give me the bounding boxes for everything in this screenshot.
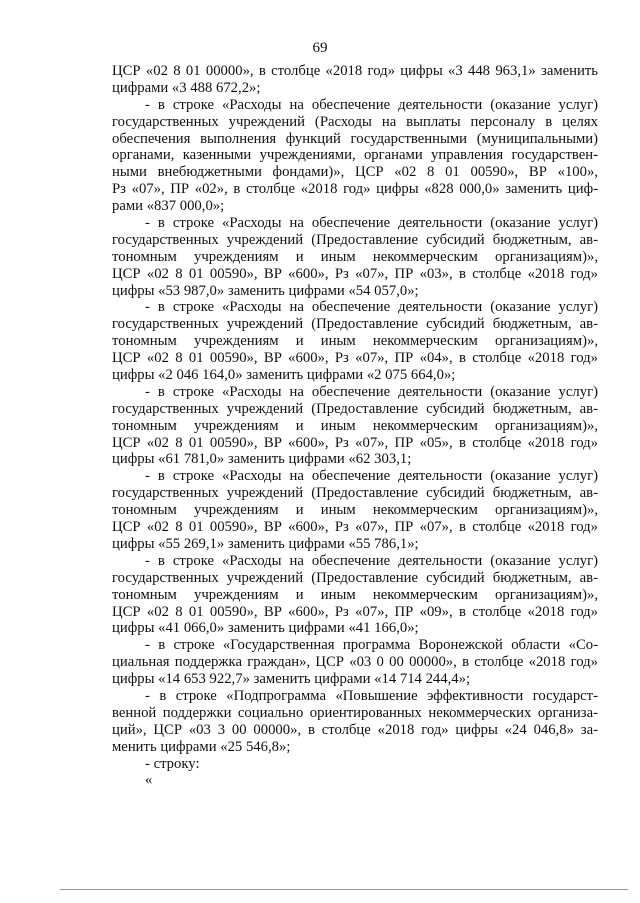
text-line: - в строке «Расходы на обеспечение деятельности (оказание услуг)	[145, 215, 598, 232]
text-line: тономным учреждениям и иным некоммерческим организациям)»,	[112, 586, 598, 603]
text-line: венной поддержки социально ориентированных некоммерческих организа-	[112, 704, 598, 721]
text-line: цифры «2 046 164,0» заменить цифрами «2 075 664,0»;	[112, 367, 456, 384]
text-line: циальная поддержка граждан», ЦСР «03 0 00 00000», в столбце «2018 год»	[112, 654, 598, 671]
text-line: ными внебюджетными фондами)», ЦСР «02 8 01 00590», ВР «100»,	[112, 164, 598, 181]
text-line: тономным учреждениям и иным некоммерческим организациям)»,	[112, 333, 598, 350]
text-line: ций», ЦСР «03 3 00 00000», в столбце «2018 год» цифры «24 046,8» за-	[112, 721, 598, 738]
text-line: - в строке «Расходы на обеспечение деятельности (оказание услуг)	[145, 383, 598, 400]
text-line: органами, казенными учреждениями, органами управления государствен-	[112, 147, 598, 164]
text-line: государственных учреждений (Расходы на выплаты персоналу в целях	[112, 113, 598, 130]
text-line: цифры «55 269,1» заменить цифрами «55 786,1»;	[112, 535, 419, 552]
text-line: ЦСР «02 8 01 00590», ВР «600», Рз «07», ПР «04», в столбце «2018 год»	[112, 350, 598, 367]
text-line: Рз «07», ПР «02», в столбце «2018 год» цифры «828 000,0» заменить циф-	[112, 181, 598, 198]
text-line: - в строке «Расходы на обеспечение деятельности (оказание услуг)	[145, 299, 598, 316]
page-number: 69	[312, 40, 328, 56]
text-line: - в строке «Государственная программа Воронежской области «Со-	[145, 637, 598, 654]
text-line: государственных учреждений (Предоставление субсидий бюджетным, ав-	[112, 569, 598, 586]
text-line: цифры «53 987,0» заменить цифрами «54 057,0»;	[112, 282, 419, 299]
text-line: - в строке «Расходы на обеспечение деятельности (оказание услуг)	[145, 552, 598, 569]
text-line: тономным учреждениям и иным некоммерческим организациям)»,	[112, 417, 598, 434]
text-line: ЦСР «02 8 01 00590», ВР «600», Рз «07», ПР «07», в столбце «2018 год»	[112, 519, 598, 536]
text-line: менить цифрами «25 546,8»;	[112, 738, 291, 755]
text-line: государственных учреждений (Предоставление субсидий бюджетным, ав-	[112, 485, 598, 502]
text-line: рами «837 000,0»;	[112, 198, 225, 215]
text-line: обеспечения выполнения функций государственными (муниципальными)	[112, 130, 598, 147]
text-line: цифры «14 653 922,7» заменить цифрами «14 714 244,4»;	[112, 671, 471, 688]
text-line: цифры «41 066,0» заменить цифрами «41 166,0»;	[112, 620, 419, 637]
text-line: государственных учреждений (Предоставление субсидий бюджетным, ав-	[112, 400, 598, 417]
page-bottom-divider	[60, 889, 628, 890]
text-line: цифрами «3 488 672,2»;	[112, 79, 261, 96]
text-line: тономным учреждениям и иным некоммерческим организациям)»,	[112, 248, 598, 265]
text-line: ЦСР «02 8 01 00590», ВР «600», Рз «07», ПР «03», в столбце «2018 год»	[112, 265, 598, 282]
text-line: ЦСР «02 8 01 00000», в столбце «2018 год» цифры «3 448 963,1» заменить	[112, 63, 598, 79]
text-line: - в строке «Подпрограмма «Повышение эффективности государст-	[145, 687, 598, 704]
text-line: - в строке «Расходы на обеспечение деятельности (оказание услуг)	[145, 96, 598, 113]
text-line: цифры «61 781,0» заменить цифрами «62 303,1;	[112, 451, 412, 468]
text-line: ЦСР «02 8 01 00590», ВР «600», Рз «07», ПР «09», в столбце «2018 год»	[112, 603, 598, 620]
text-line: государственных учреждений (Предоставление субсидий бюджетным, ав-	[112, 231, 598, 248]
text-line: - строку:	[145, 755, 200, 772]
body-text	[112, 63, 598, 789]
text-line: «	[145, 772, 153, 789]
text-line: - в строке «Расходы на обеспечение деятельности (оказание услуг)	[145, 468, 598, 485]
text-line: ЦСР «02 8 01 00590», ВР «600», Рз «07», ПР «05», в столбце «2018 год»	[112, 434, 598, 451]
text-line: государственных учреждений (Предоставление субсидий бюджетным, ав-	[112, 316, 598, 333]
text-line: тономным учреждениям и иным некоммерческим организациям)»,	[112, 502, 598, 519]
